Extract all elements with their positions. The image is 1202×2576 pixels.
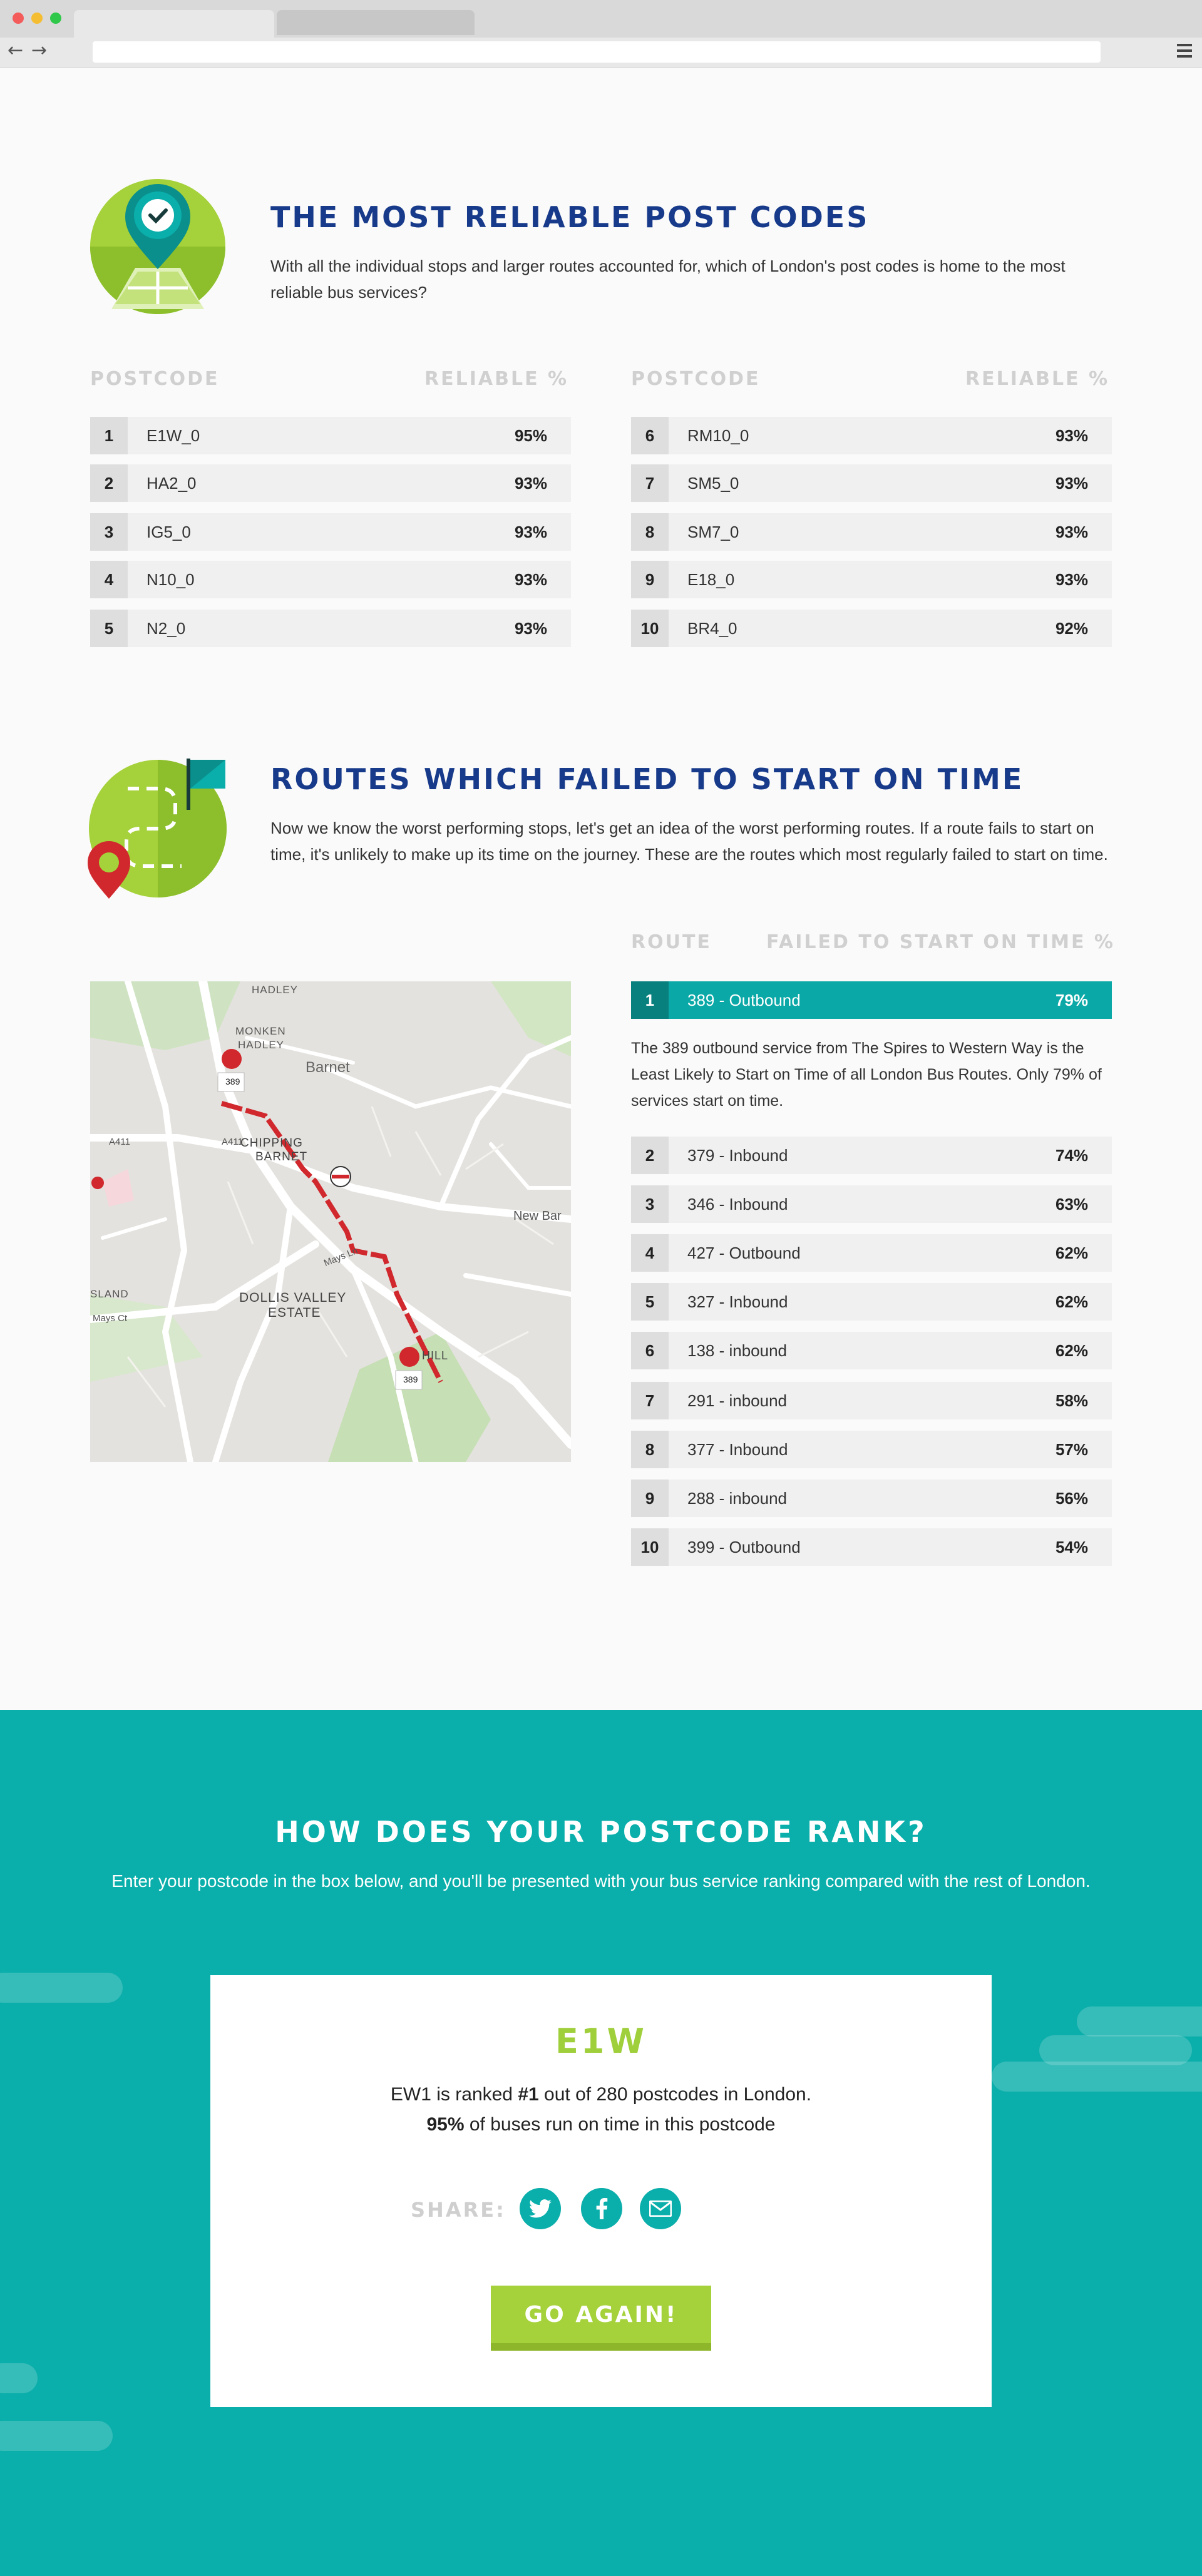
row-percent: 58% bbox=[1055, 1391, 1088, 1410]
route-row[interactable] bbox=[631, 1234, 1112, 1272]
map-label-hadley: HADLEY bbox=[252, 984, 299, 996]
route-map[interactable] bbox=[90, 981, 571, 1462]
map-bus-stop-label: 389 bbox=[225, 1076, 240, 1086]
row-percent: 62% bbox=[1055, 1243, 1088, 1262]
column-header-postcode-2: POSTCODE bbox=[631, 368, 761, 390]
map-label-chipping: CHIPPING bbox=[240, 1137, 303, 1150]
email-icon bbox=[649, 2200, 672, 2217]
postcode-row bbox=[90, 513, 571, 551]
column-header-failed: FAILED TO START ON TIME % bbox=[766, 931, 1115, 953]
rank-section-title: HOW DOES YOUR POSTCODE RANK? bbox=[275, 1815, 927, 1849]
decor-pill bbox=[0, 1973, 123, 2003]
route-row[interactable] bbox=[631, 1185, 1112, 1223]
route-row[interactable] bbox=[631, 1528, 1112, 1566]
row-postcode: N2_0 bbox=[146, 618, 186, 638]
forward-arrow-icon[interactable]: → bbox=[31, 39, 48, 61]
row-route: 327 - Inbound bbox=[687, 1292, 788, 1311]
row-route: 346 - Inbound bbox=[687, 1194, 788, 1214]
route-flag-icon bbox=[88, 759, 230, 900]
row-percent: 62% bbox=[1055, 1292, 1088, 1311]
rank-text-pre: EW1 is ranked bbox=[390, 2084, 518, 2105]
postcode-row bbox=[631, 610, 1112, 647]
column-header-route: ROUTE bbox=[631, 931, 712, 953]
map-graphic bbox=[90, 981, 571, 1462]
row-rank: 1 bbox=[90, 417, 128, 454]
section-title-routes: ROUTES WHICH FAILED TO START ON TIME bbox=[270, 762, 1024, 796]
row-rank: 3 bbox=[631, 1185, 669, 1223]
map-label-hadley-2: HADLEY bbox=[238, 1039, 285, 1051]
row-rank: 6 bbox=[631, 417, 669, 454]
section-intro-postcodes: With all the individual stops and larger routes accounted for, which of London's post codes is home to the most reliable bus services? bbox=[270, 257, 1066, 302]
tab-active[interactable] bbox=[74, 10, 274, 39]
address-bar[interactable] bbox=[93, 41, 1101, 63]
row-rank: 1 bbox=[631, 981, 669, 1019]
tab-inactive[interactable] bbox=[277, 10, 475, 35]
route-row-top[interactable] bbox=[631, 981, 1112, 1019]
map-label-estate: ESTATE bbox=[268, 1306, 321, 1320]
result-rank-line bbox=[0, 2084, 1202, 2105]
row-route: 288 - inbound bbox=[687, 1488, 788, 1508]
postcode-row bbox=[631, 561, 1112, 598]
map-label-monken: MONKEN bbox=[235, 1025, 286, 1037]
row-postcode: SM7_0 bbox=[687, 522, 739, 541]
row-route: 138 - inbound bbox=[687, 1341, 788, 1360]
map-label-mays-ct: Mays Ct bbox=[93, 1313, 128, 1324]
twitter-icon bbox=[529, 2199, 552, 2218]
row-rank: 9 bbox=[631, 561, 669, 598]
map-label-barnet: Barnet bbox=[306, 1059, 350, 1076]
postcode-row bbox=[90, 464, 571, 502]
section-title-postcodes: THE MOST RELIABLE POST CODES bbox=[270, 200, 870, 234]
row-route: 377 - Inbound bbox=[687, 1439, 788, 1459]
row-rank: 3 bbox=[90, 513, 128, 551]
row-postcode: HA2_0 bbox=[146, 473, 197, 493]
map-bus-stop-label-2: 389 bbox=[403, 1374, 418, 1384]
row-percent: 63% bbox=[1055, 1194, 1088, 1214]
row-percent: 93% bbox=[1055, 426, 1088, 445]
map-label-mays-ln: Mays Ln bbox=[322, 1245, 359, 1269]
row-postcode: RM10_0 bbox=[687, 426, 749, 445]
row-percent: 93% bbox=[1055, 522, 1088, 541]
route-row[interactable] bbox=[631, 1382, 1112, 1419]
row-percent: 54% bbox=[1055, 1537, 1088, 1556]
menu-icon[interactable] bbox=[1177, 44, 1192, 58]
route-row[interactable] bbox=[631, 1332, 1112, 1369]
map-label-a411-b: A411 bbox=[222, 1137, 243, 1147]
row-percent: 93% bbox=[1055, 570, 1088, 589]
route-row[interactable] bbox=[631, 1137, 1112, 1174]
row-rank: 2 bbox=[90, 464, 128, 502]
column-header-postcode: POSTCODE bbox=[90, 368, 220, 390]
row-rank: 4 bbox=[631, 1234, 669, 1272]
map-label-dollis: DOLLIS VALLEY bbox=[239, 1291, 347, 1305]
close-window-dot[interactable] bbox=[13, 13, 24, 24]
row-rank: 10 bbox=[631, 1528, 669, 1566]
share-label: SHARE: bbox=[411, 2198, 506, 2222]
row-rank: 8 bbox=[631, 1431, 669, 1468]
result-ontime-line bbox=[0, 2114, 1202, 2135]
row-rank: 2 bbox=[631, 1137, 669, 1174]
browser-chrome bbox=[0, 0, 1202, 68]
row-percent: 95% bbox=[514, 426, 547, 445]
map-label-barnet-2: BARNET bbox=[255, 1150, 308, 1163]
row-rank: 9 bbox=[631, 1480, 669, 1517]
row-postcode: BR4_0 bbox=[687, 618, 737, 638]
route-row[interactable] bbox=[631, 1431, 1112, 1468]
facebook-icon bbox=[595, 2198, 608, 2219]
row-postcode: E18_0 bbox=[687, 570, 735, 589]
row-percent: 56% bbox=[1055, 1488, 1088, 1508]
ontime-value: 95% bbox=[426, 2114, 465, 2135]
row-percent: 74% bbox=[1055, 1145, 1088, 1165]
map-label-new-bar: New Bar bbox=[513, 1209, 562, 1223]
row-percent: 79% bbox=[1055, 990, 1088, 1009]
row-route: 379 - Inbound bbox=[687, 1145, 788, 1165]
section-intro-routes: Now we know the worst performing stops, let's get an idea of the worst performing routes. If a route fails to start on time, it's unlikely to make up its time on the journey. These are the routes which most regularly failed to start on time. bbox=[270, 819, 1108, 864]
map-label-island: SLAND bbox=[90, 1288, 129, 1300]
back-arrow-icon[interactable]: ← bbox=[8, 39, 24, 61]
row-rank: 5 bbox=[631, 1283, 669, 1321]
ontime-text: of buses run on time in this postcode bbox=[464, 2114, 776, 2135]
row-percent: 93% bbox=[1055, 473, 1088, 493]
row-postcode: IG5_0 bbox=[146, 522, 191, 541]
postcode-row bbox=[90, 417, 571, 454]
facebook-share-button[interactable] bbox=[581, 2188, 622, 2229]
email-share-button[interactable] bbox=[640, 2188, 681, 2229]
map-label-a411: A411 bbox=[109, 1137, 130, 1147]
row-percent: 93% bbox=[514, 522, 547, 541]
row-percent: 93% bbox=[514, 618, 547, 638]
decor-pill bbox=[0, 2421, 113, 2451]
go-again-button[interactable]: GO AGAIN! bbox=[491, 2286, 711, 2351]
route-description: The 389 outbound service from The Spires to Western Way is the Least Likely to Start on Time of all London Bus Routes. Only 79% of services start on time. bbox=[631, 1040, 1102, 1110]
column-header-reliable: RELIABLE % bbox=[424, 368, 569, 390]
row-route: 399 - Outbound bbox=[687, 1537, 801, 1556]
row-postcode: SM5_0 bbox=[687, 473, 739, 493]
postcode-row bbox=[631, 464, 1112, 502]
rank-text-post: out of 280 postcodes in London. bbox=[538, 2084, 812, 2105]
row-postcode: E1W_0 bbox=[146, 426, 200, 445]
route-row[interactable] bbox=[631, 1283, 1112, 1321]
row-route: 427 - Outbound bbox=[687, 1243, 801, 1262]
twitter-share-button[interactable] bbox=[520, 2188, 561, 2229]
row-rank: 5 bbox=[90, 610, 128, 647]
row-percent: 92% bbox=[1055, 618, 1088, 638]
decor-pill bbox=[0, 2363, 38, 2393]
row-route: 291 - inbound bbox=[687, 1391, 788, 1410]
minimize-window-dot[interactable] bbox=[31, 13, 43, 24]
postcode-row bbox=[90, 610, 571, 647]
row-percent: 62% bbox=[1055, 1341, 1088, 1360]
postcode-row bbox=[90, 561, 571, 598]
row-rank: 7 bbox=[631, 1382, 669, 1419]
result-postcode: E1W bbox=[555, 2021, 647, 2061]
column-header-reliable-2: RELIABLE % bbox=[965, 368, 1110, 390]
rank-value: #1 bbox=[518, 2084, 539, 2105]
maximize-window-dot[interactable] bbox=[50, 13, 61, 24]
map-label-hill: HILL bbox=[422, 1349, 449, 1362]
postcode-row bbox=[631, 417, 1112, 454]
row-postcode: N10_0 bbox=[146, 570, 195, 589]
row-rank: 7 bbox=[631, 464, 669, 502]
rank-section-subtitle: Enter your postcode in the box below, and you'll be presented with your bus service ranking compared with the rest of London. bbox=[111, 1871, 1091, 1891]
row-rank: 6 bbox=[631, 1332, 669, 1369]
postcode-row bbox=[631, 513, 1112, 551]
row-rank: 4 bbox=[90, 561, 128, 598]
row-percent: 57% bbox=[1055, 1439, 1088, 1459]
row-percent: 93% bbox=[514, 473, 547, 493]
row-rank: 8 bbox=[631, 513, 669, 551]
check-pin-icon bbox=[90, 175, 225, 315]
route-row[interactable] bbox=[631, 1480, 1112, 1517]
row-percent: 93% bbox=[514, 570, 547, 589]
row-route: 389 - Outbound bbox=[687, 990, 801, 1009]
row-rank: 10 bbox=[631, 610, 669, 647]
